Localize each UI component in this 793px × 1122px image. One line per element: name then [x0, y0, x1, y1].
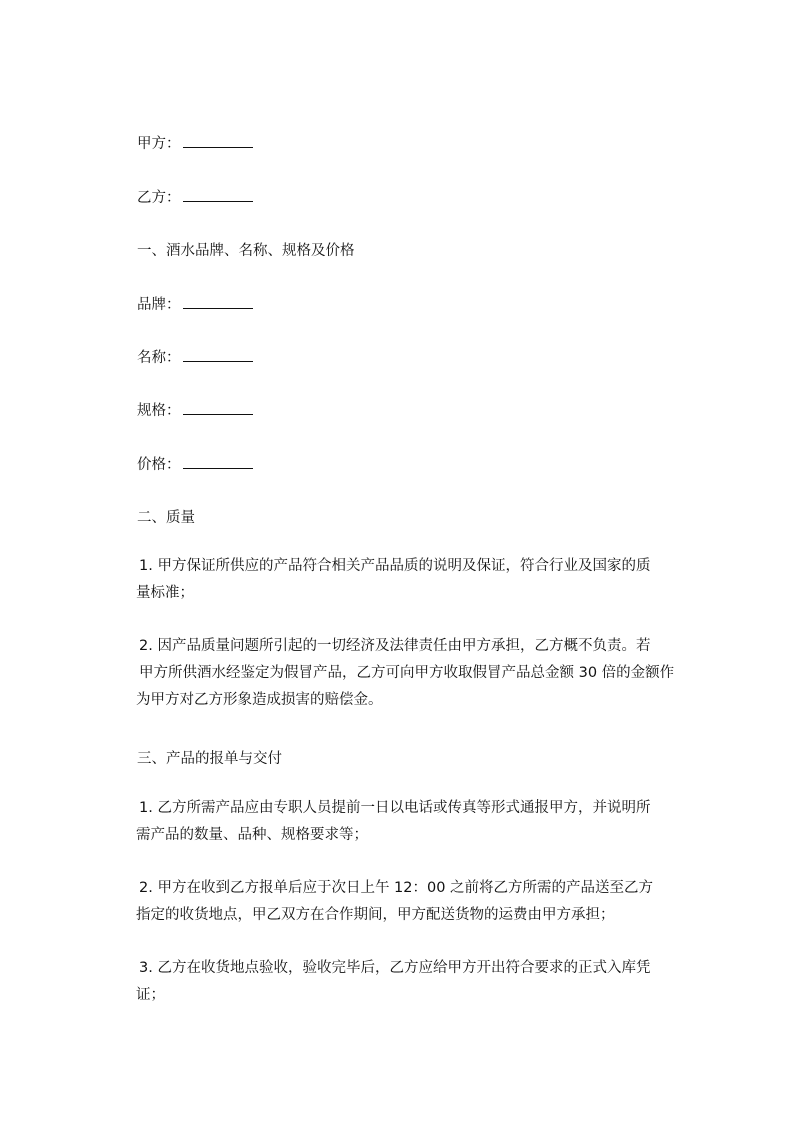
delivery-item-2-line-2: 指定的收货地点，甲乙双方在合作期间，甲方配送货物的运费由甲方承担；	[136, 907, 615, 923]
delivery-item-1	[136, 795, 714, 849]
delivery-item-2	[136, 875, 714, 929]
delivery-item-1-line-2: 需产品的数量、品种、规格要求等；	[136, 827, 368, 843]
section-3-heading: 三、产品的报单与交付	[137, 751, 282, 767]
name-blank	[183, 360, 253, 362]
spec-blank	[183, 413, 253, 415]
price-label: 价格：	[137, 457, 181, 473]
brand-blank	[183, 307, 253, 309]
quality-item-1-line-1: 1. 甲方保证所供应的产品符合相关产品品质的说明及保证，符合行业及国家的质	[139, 558, 651, 574]
delivery-item-3-line-2: 证；	[136, 987, 165, 1003]
section-1-heading: 一、酒水品牌、名称、规格及价格	[137, 243, 355, 259]
party-b-label: 乙方：	[137, 190, 181, 206]
quality-item-2	[136, 633, 714, 714]
party-b-field	[137, 186, 253, 207]
spec-field	[137, 399, 253, 420]
brand-field	[137, 293, 253, 314]
name-label: 名称：	[137, 350, 181, 366]
delivery-item-3	[136, 955, 714, 1009]
quality-item-2-line-1: 2. 因产品质量问题所引起的一切经济及法律责任由甲方承担，乙方概不负责。若	[139, 638, 651, 654]
brand-label: 品牌：	[137, 297, 181, 313]
price-blank	[183, 467, 253, 469]
price-field	[137, 453, 253, 474]
delivery-item-2-line-1: 2. 甲方在收到乙方报单后应于次日上午 12：00 之前将乙方所需的产品送至乙方	[139, 880, 654, 896]
quality-item-2-line-3: 为甲方对乙方形象造成损害的赔偿金。	[136, 692, 383, 708]
party-a-blank	[183, 146, 253, 148]
quality-item-2-line-2: 甲方所供酒水经鉴定为假冒产品，乙方可向甲方收取假冒产品总金额 30 倍的金额作	[139, 665, 675, 681]
spec-label: 规格：	[137, 403, 181, 419]
quality-item-1-line-2: 量标准；	[136, 585, 194, 601]
quality-item-1	[136, 553, 714, 607]
party-a-label: 甲方：	[137, 136, 181, 152]
delivery-item-1-line-1: 1. 乙方所需产品应由专职人员提前一日以电话或传真等形式通报甲方，并说明所	[139, 800, 651, 816]
name-field	[137, 346, 253, 367]
section-2-heading: 二、质量	[137, 510, 195, 526]
party-b-blank	[183, 200, 253, 202]
party-a-field	[137, 132, 253, 153]
delivery-item-3-line-1: 3. 乙方在收货地点验收，验收完毕后，乙方应给甲方开出符合要求的正式入库凭	[139, 960, 651, 976]
